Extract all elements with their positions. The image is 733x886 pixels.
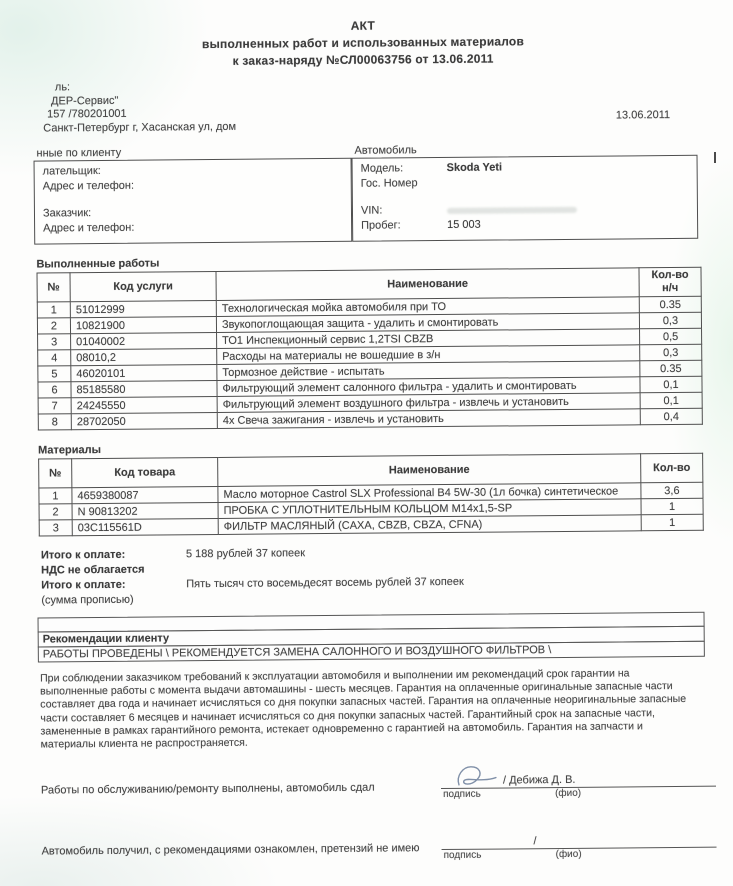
vehicle-mileage-row	[361, 216, 689, 234]
table-cell: 4659380087	[72, 486, 218, 503]
table-cell: 0.35	[640, 360, 702, 377]
table-cell: 0.35	[639, 296, 701, 313]
table-cell: 2	[37, 318, 70, 334]
performed-name: / Дебижа Д. В.	[502, 774, 576, 787]
signature-line	[441, 768, 716, 789]
signature-sublabels	[442, 848, 717, 862]
customer-address-label: Адрес и телефон:	[43, 221, 135, 235]
mileage-value: 15 003	[447, 218, 481, 231]
company-name: ДЕР-Сервис"	[50, 94, 119, 107]
table-cell: 1	[641, 514, 703, 531]
works-header-name: Наименование	[216, 268, 639, 301]
materials-header-name: Наименование	[218, 454, 641, 487]
table-cell: ФИЛЬТР МАСЛЯНЫЙ (CAXA, CBZB, CBZA, CFNA)	[218, 515, 641, 535]
total-words-value: Пять тысяч сто восемьдесят восемь рублей 37 копеек	[186, 575, 464, 591]
sign-sublabel: подпись	[443, 788, 481, 801]
table-cell: 8	[38, 414, 71, 430]
table-cell: 3	[39, 520, 72, 536]
client-section-label: нные по клиенту	[36, 146, 122, 160]
total-label: Итого к оплате:	[40, 548, 126, 562]
company-block	[37, 76, 690, 136]
customer-label: Заказчик:	[42, 207, 92, 220]
table-cell: Фильтрующий элемент салонного фильтра - удалить и смонтировать	[217, 377, 640, 397]
document-date: 13.06.2011	[615, 109, 671, 122]
works-header-qty-line1: Кол-во	[651, 268, 689, 282]
materials-table-body	[39, 482, 703, 536]
works-header-qty	[639, 267, 701, 297]
table-cell: 4х Свеча зажигания - извлечь и установить	[217, 409, 640, 429]
table-cell: 0,1	[640, 376, 702, 393]
company-inn: 157 /780201001	[47, 107, 127, 121]
document-subtitle: выполненных работ и использованных материалов	[201, 34, 525, 52]
table-cell: 2	[39, 504, 72, 520]
table-cell: 0,5	[640, 328, 702, 345]
table-cell: Расходы на материалы не вошедшие в з/н	[217, 345, 640, 365]
total-value: 5 188 рублей 37 копеек	[185, 547, 306, 561]
company-address: Санкт-Петербург г, Хасанская ул, дом	[43, 120, 237, 134]
payer-address-label: Адрес и телефон:	[42, 179, 135, 193]
mileage-label: Пробег:	[361, 219, 401, 232]
performed-caption: Работы по обслуживанию/ремонту выполнены, автомобиль сдал	[40, 781, 375, 797]
table-cell: Масло моторное Castrol SLX Professional B4 5W-30 (1л бочка) синтетическое	[218, 483, 641, 503]
totals-block	[41, 542, 733, 608]
model-value: Skoda Yeti	[446, 161, 503, 174]
received-signature-area	[441, 829, 716, 862]
table-cell: 3,6	[641, 482, 703, 499]
table-cell: 1	[37, 302, 70, 318]
model-label: Модель:	[360, 162, 404, 175]
vin-smudge-artifact	[447, 207, 577, 214]
recommendations-text: РАБОТЫ ПРОВЕДЕНЫ \ РЕКОМЕНДУЕТСЯ ЗАМЕНА САЛОННОГО И ВОЗДУШНОГО ФИЛЬТРОВ \	[38, 641, 705, 663]
total-words-label: Итого к оплате:	[41, 578, 126, 592]
table-cell: 28702050	[71, 412, 217, 429]
recommendations-block	[38, 612, 705, 663]
works-header-num: №	[37, 273, 70, 302]
table-cell: 03C115561D	[72, 518, 218, 535]
fio-sublabel: (фио)	[555, 849, 582, 861]
signature-row-performed	[41, 768, 716, 805]
table-cell: 7	[38, 398, 71, 414]
table-cell: 08010,2	[71, 348, 217, 365]
table-cell: 01040002	[71, 332, 217, 349]
table-cell: 6	[38, 382, 71, 398]
vehicle-column	[351, 142, 698, 242]
table-cell: 24245550	[71, 396, 217, 413]
performed-signature-area	[441, 768, 716, 801]
table-cell: N 90813202	[72, 502, 218, 519]
info-section	[33, 142, 698, 245]
sign-sublabel: подпись	[443, 849, 482, 862]
table-cell: 85185580	[71, 380, 217, 397]
order-reference: к заказ-наряду №СЛ00063756 от 13.06.2011	[232, 51, 494, 68]
company-role-label: ль:	[54, 81, 71, 94]
table-cell: 46020101	[71, 364, 217, 381]
table-cell: Тормозное действие - испытать	[217, 361, 640, 381]
received-caption: Автомобиль получил, с рекомендациями ознакомлен, претензий не имею	[41, 842, 420, 858]
plate-label: Гос. Номер	[360, 177, 418, 190]
table-cell: ТО1 Инспекционный сервис 1,2TSI CBZB	[217, 329, 640, 349]
table-cell: 51012999	[70, 300, 216, 317]
works-table	[37, 267, 703, 431]
received-slash: /	[533, 835, 537, 848]
table-cell: 0,3	[640, 344, 702, 361]
warranty-paragraph: При соблюдении заказчиком требований к эксплуатации автомобиля и выполнении им рекомендаций срок гарантии на выполненные работы с момента выдачи автомашины - шесть месяцев. Гарантия на оплаченные оригинальные запасные части составляет два года и начинает исчисляться со дня покупки запасных частей. Гарантия на оплаченные неоригинальные запасные части составляет 6 месяцев и начинает исчисляться со дня покупки запасных частей. Гарантийный срок на запасные части, замененные в рамках гарантийного ремонта, истекает одновременно с гарантией на автомобиль. Гарантия на запчасти и материалы клиента не распространяется.	[39, 667, 687, 751]
signature-line	[441, 829, 716, 850]
fio-sublabel: (фио)	[555, 788, 582, 800]
client-box	[34, 158, 353, 245]
works-header-qty-line2: н/ч	[662, 281, 679, 295]
document-title: АКТ	[350, 18, 376, 33]
table-cell: 10821900	[70, 316, 216, 333]
table-cell: Звукопоглощающая защита - удалить и смонтировать	[216, 313, 639, 333]
works-table-body	[37, 296, 702, 430]
vehicle-section-label: Автомобиль	[354, 144, 417, 157]
materials-header-qty: Кол-во	[641, 453, 703, 483]
table-cell: 0,4	[640, 408, 702, 425]
works-header-code: Код услуги	[70, 271, 216, 301]
vehicle-box	[352, 155, 699, 242]
table-cell: 0,1	[640, 392, 702, 409]
works-section-label: Выполненные работы	[36, 257, 160, 271]
materials-header-num: №	[39, 459, 72, 488]
table-cell: Технологическая мойка автомобиля при ТО	[216, 297, 639, 317]
signature-row-received	[41, 829, 716, 866]
vin-label: VIN:	[360, 204, 383, 217]
table-cell: 4	[38, 350, 71, 366]
table-cell: 1	[641, 498, 703, 515]
recommendations-section-label: Рекомендации клиенту	[38, 626, 705, 648]
table-cell: 5	[38, 366, 71, 382]
handwritten-signature	[455, 763, 499, 791]
table-cell: 0,3	[639, 312, 701, 329]
document-title-block	[0, 14, 730, 71]
table-cell: 1	[39, 488, 72, 504]
table-cell: ПРОБКА С УПЛОТНИТЕЛЬНЫМ КОЛЬЦОМ M14x1,5-SP	[218, 499, 641, 519]
table-cell: Фильтрующий элемент воздушного фильтра - извлечь и установить	[217, 393, 640, 413]
payer-label: лательщик:	[42, 164, 101, 178]
words-note: (сумма прописью)	[41, 593, 134, 607]
materials-table	[38, 453, 704, 537]
table-cell: 3	[38, 334, 71, 350]
client-column	[33, 145, 352, 245]
materials-section-label: Материалы	[38, 443, 102, 457]
materials-header-code: Код товара	[72, 457, 218, 487]
vat-note: НДС не облагается	[41, 563, 145, 577]
